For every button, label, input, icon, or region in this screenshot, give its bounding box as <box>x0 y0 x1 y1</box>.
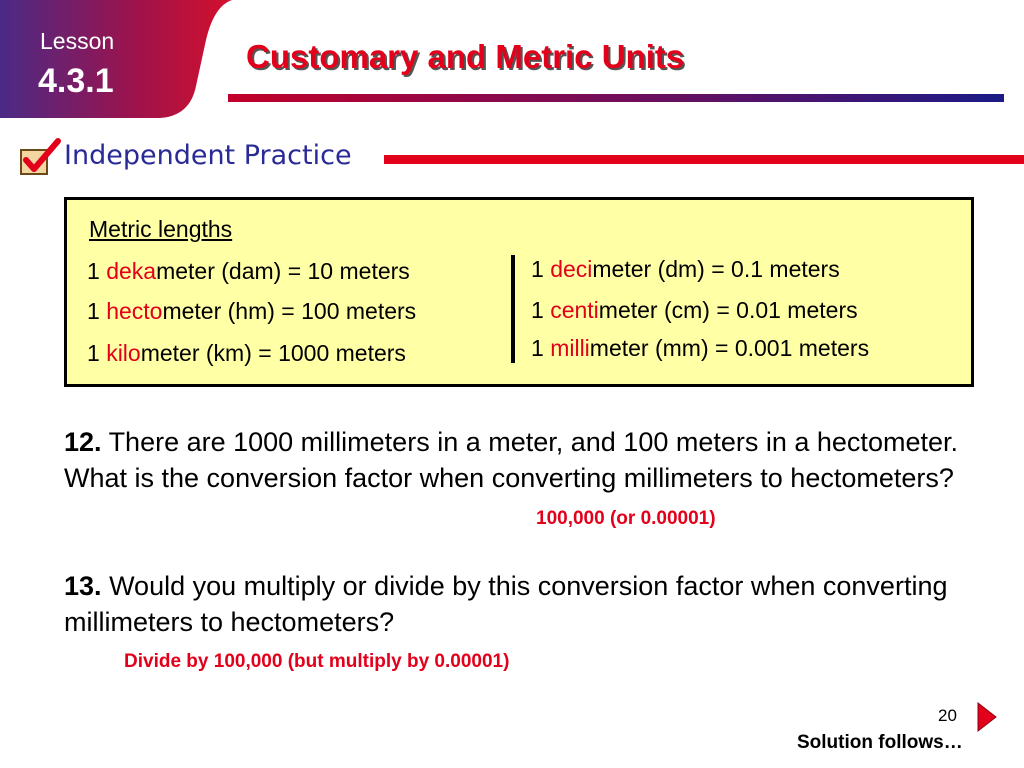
section-heading: Independent Practice <box>64 140 352 171</box>
lesson-tab <box>0 0 240 120</box>
metric-row-centimeter <box>531 297 858 324</box>
metric-prefix: hecto <box>106 298 163 324</box>
metric-prefix: centi <box>550 297 599 323</box>
question-number: 13. <box>64 571 102 601</box>
question-text: Would you multiply or divide by this conversion factor when converting millimeters to hectometers? <box>64 571 948 637</box>
section-rule <box>384 155 1024 164</box>
metric-row-lead: 1 <box>531 335 551 361</box>
metric-row-text: meter (km) = 1000 meters <box>140 340 406 366</box>
metric-row-lead: 1 <box>87 298 107 324</box>
question-12 <box>64 424 964 496</box>
metric-lengths-box <box>64 197 974 387</box>
answer-12: 100,000 (or 0.00001) <box>536 508 716 529</box>
metric-prefix: kilo <box>106 340 141 366</box>
question-text: There are 1000 millimeters in a meter, and 100 meters in a hectometer. What is the conversion factor when converting millimeters to hectometers? <box>64 427 958 493</box>
metric-row-kilometer <box>87 340 406 367</box>
metric-prefix: milli <box>550 335 590 361</box>
metric-box-title: Metric lengths <box>89 216 233 242</box>
metric-row-decimeter <box>531 256 840 283</box>
next-arrow-icon[interactable] <box>976 701 998 733</box>
column-divider <box>511 255 515 363</box>
metric-row-lead: 1 <box>531 256 551 282</box>
answer-13: Divide by 100,000 (but multiply by 0.00001) <box>124 651 510 672</box>
metric-prefix: deci <box>550 256 593 282</box>
checkmark-icon <box>18 138 62 178</box>
metric-row-hectometer <box>87 298 416 325</box>
metric-row-lead: 1 <box>531 297 551 323</box>
metric-row-text: meter (hm) = 100 meters <box>162 298 417 324</box>
solution-follows-label: Solution follows… <box>797 732 963 753</box>
metric-row-lead: 1 <box>87 340 107 366</box>
page-title: Customary and Metric Units <box>246 38 685 75</box>
metric-row-text: meter (dam) = 10 meters <box>156 258 410 284</box>
metric-row-dekameter <box>87 258 410 285</box>
lesson-number: 4.3.1 <box>38 62 114 100</box>
question-13 <box>64 568 964 640</box>
metric-row-text: meter (cm) = 0.01 meters <box>598 297 858 323</box>
metric-row-text: meter (mm) = 0.001 meters <box>589 335 870 361</box>
metric-prefix: deka <box>106 258 157 284</box>
lesson-label: Lesson <box>40 28 115 54</box>
metric-row-millimeter <box>531 335 869 362</box>
question-number: 12. <box>64 427 102 457</box>
page-number: 20 <box>938 706 957 725</box>
metric-row-lead: 1 <box>87 258 107 284</box>
metric-row-text: meter (dm) = 0.1 meters <box>592 256 840 282</box>
title-rule <box>228 94 1004 102</box>
